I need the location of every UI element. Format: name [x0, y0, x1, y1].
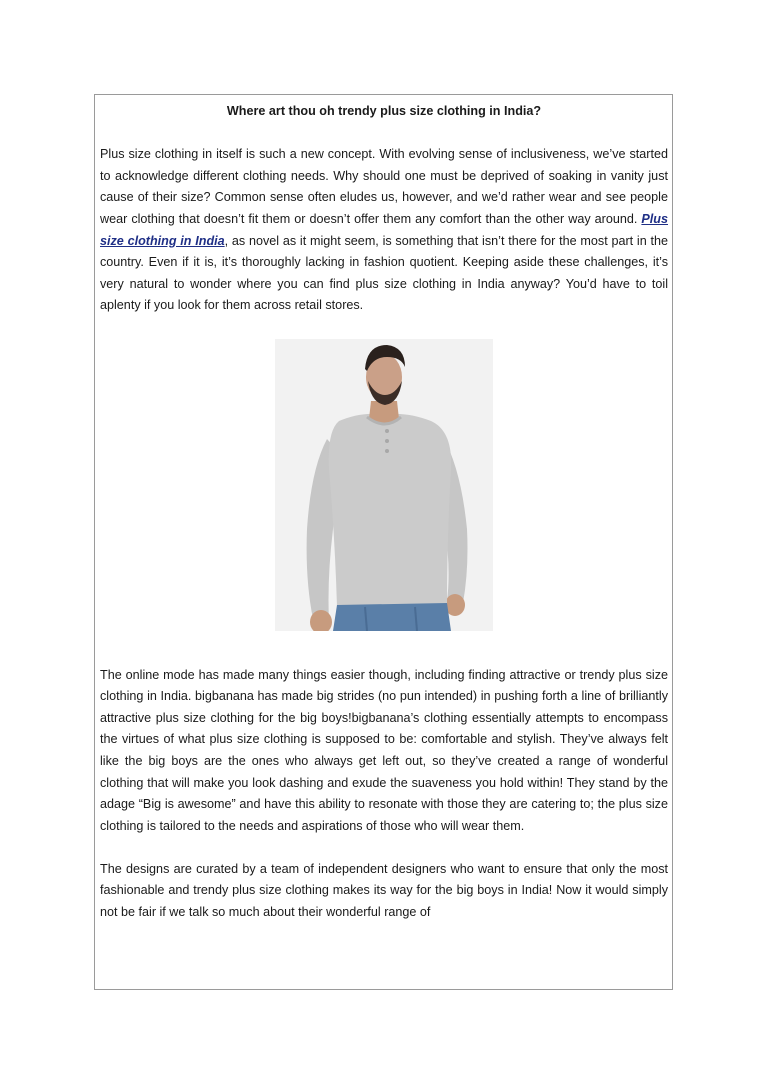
figure	[100, 339, 668, 631]
model-photo-icon	[275, 339, 493, 631]
document-title: Where art thou oh trendy plus size clothing in India?	[226, 104, 542, 118]
paragraph-intro-text-start: Plus size clothing in itself is such a new concept. With evolving sense of inclusiveness, we’ve started to acknowledge different clothing needs. Why should one must be deprived of soaking in vanity just cause of their size? Common sense often eludes us, however, and we’d rather wear and see people wear clothing that doesn’t fit them or doesn’t offer them any comfort than the other way around.	[100, 147, 668, 226]
plus-size-clothing-link[interactable]: Plus size clothing in India	[100, 211, 668, 248]
paragraph-intro-text-end: , as novel as it might seem, is something that isn’t there for the most part in the country. Even if it is, it’s thoroughly lacking in fashion quotient. Keeping aside these challenges, it’s very natural to wonder where you can find plus size clothing in India anyway? You’d have to toil aplenty if you look for them across retail stores.	[100, 233, 668, 313]
paragraph-intro	[100, 144, 668, 317]
document-body	[100, 101, 668, 945]
paragraph-designs: The designs are curated by a team of independent designers who want to ensure that only the most fashionable and trendy plus size clothing makes its way for the big boys in India! Now it would simply not be fair if we talk so much about their wonderful range of	[100, 861, 668, 920]
paragraph-online: The online mode has made many things easier though, including finding attractive or trendy plus size clothing in India. bigbanana has made big strides (no pun intended) in pushing forth a line of brilliantly attractive plus size clothing for the big boys!bigbanana’s clothing essentially attempts to encompass the virtues of what plus size clothing is supposed to be: comfortable and stylish. They’ve always felt like the big boys are the ones who always get left out, so they’ve created a range of wonderful clothing that will make you look dashing and exude the suaveness you hold within! They stand by the adage “Big is awesome” and have this ability to resonate with those they are catering to; the plus size clothing is tailored to the needs and aspirations of those who will wear them.	[100, 667, 668, 833]
